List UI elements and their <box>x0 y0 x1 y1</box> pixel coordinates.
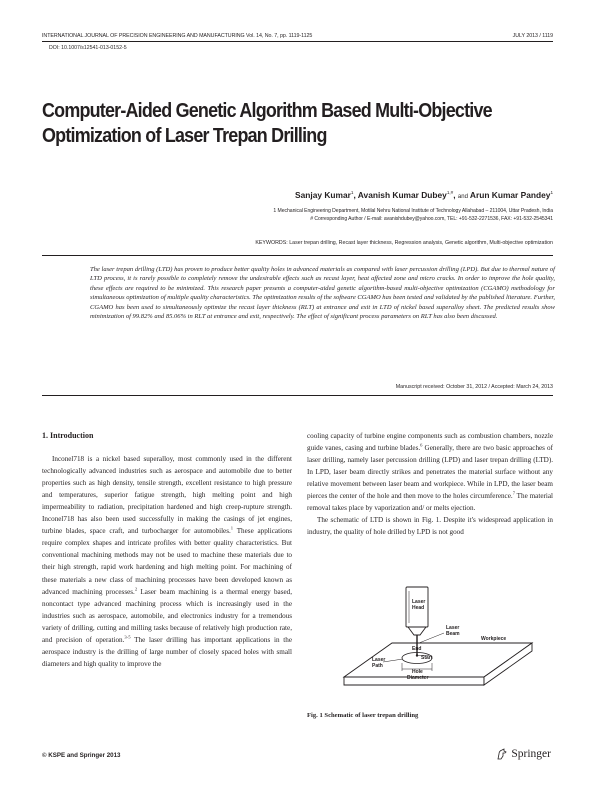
laser-head-label: Laser <box>412 599 426 605</box>
journal-citation: INTERNATIONAL JOURNAL OF PRECISION ENGINEERING AND MANUFACTURING Vol. 14, No. 7, pp. 1119-1125 <box>42 33 313 39</box>
paragraph-text: Generally, there are two basic approaches of laser drilling, namely laser percussion drilling (LPD) and laser trepan drilling (LTD). In LPD, laser beam directly strikes and penetrates the material surface without any relative movement between laser beam and workpiece. While in LPD, the laser beam pierces the center of the hole and then move to the holes circumference. <box>307 444 554 501</box>
publisher-name: Springer <box>511 748 551 760</box>
hole-diameter-label: Hole <box>412 669 423 675</box>
beam-leader-line <box>419 633 444 643</box>
laser-beam-label: Beam <box>446 631 460 637</box>
author-mark: 1,# <box>446 190 454 196</box>
author-name: Sanjay Kumar <box>295 190 351 200</box>
abstract: The laser trepan drilling (LTD) has proven to produce better quality holes in advanced materials as compared with laser percussion drilling (LPD). But due to thermal nature of LTD process, it is rarely possible to completely remove the undesirable effects such as recast layer, heat affected zone and micro cracks. In order to improve the hole quality, these effects are required to be minimized. This research paper presents a computer-aided genetic algorithm-based multi-objective optimization (CGAMO) methodology for simultaneous optimization of multiple quality characteristics. The optimization results of the software CGAMO has been tested and validated by the published literature. Further, CGAMO has been used to simultaneously optimize the recast layer thickness (RLT) at entrance and exit in LTD of nickel based superalloy sheet. The predicted results show minimization of 99.82% and 85.06% in RLT at entrance and exit, respectively. The effect of significant process parameters on RLT has also been discussed. <box>90 266 555 321</box>
section-heading: 1. Introduction <box>42 431 94 440</box>
keywords: KEYWORDS: Laser trepan drilling, Recast layer thickness, Regression analysis, Genetic algorithm, Multi-objective optimization <box>255 240 553 246</box>
paragraph-text: The schematic of LTD is shown in Fig. 1. Despite it's widespread application in industry, the quality of hole drilled by LPD is not good <box>307 516 553 537</box>
citation-ref: 6 <box>420 442 423 448</box>
copyright: © KSPE and Springer 2013 <box>42 752 121 759</box>
end-label: End <box>412 646 422 652</box>
author-name: Arun Kumar Pandey <box>469 190 551 200</box>
paragraph <box>307 430 553 514</box>
left-column <box>42 430 292 670</box>
journal-issue-page: JULY 2013 / 1119 <box>512 33 553 39</box>
figure-caption: Fig. 1 Schematic of laser trepan drilling <box>307 712 419 719</box>
corresponding-author: # Corresponding Author / E-mail: avanishdubey@yahoo.com, TEL: +91-532-2271536, FAX: +91-532-2545341 <box>310 216 553 222</box>
paragraph-text: cooling capacity of turbine engine components such as combustion chambers, nozzle guide vanes, casing and turbine blades. <box>307 432 553 453</box>
title-line-1: Computer-Aided Genetic Algorithm Based Multi-Objective <box>42 99 492 122</box>
author-name: Avanish Kumar Dubey <box>357 190 447 200</box>
abstract-rule <box>42 395 553 396</box>
hole-diameter-label: Diameter <box>407 675 429 681</box>
figure-laser-trepan-schematic <box>336 585 536 705</box>
author-mark: 1 <box>550 190 553 196</box>
affiliation: 1 Mechanical Engineering Department, Motilal Nehru National Institute of Technology Allahabad – 211004, Uttar Pradesh, India <box>273 208 553 214</box>
paragraph-text: The material removal takes place by vaporization and/ or melts ejection. <box>307 492 553 513</box>
springer-horse-icon <box>496 748 508 760</box>
laser-beam-label: Laser <box>446 625 460 631</box>
paragraph-text: Inconel718 is a nickel based superalloy, most commonly used in the different technologically advanced industries such as aerospace and automobile due to better properties such as high density, tensile strength, excellent resistance to high pressure and temperatures, superior fatigue strength, high melting point and high impermeability to radiation, precipitation hardened and high creep-rupture strength. Inconel718 has also been used successfully in making the casings of jet engines, turbine blades, space craft, and turbocharger for automobiles. <box>42 455 292 536</box>
laser-head-label: Head <box>412 605 425 611</box>
paragraph <box>42 453 292 670</box>
paragraph <box>307 514 553 538</box>
header-rule <box>42 41 553 42</box>
citation-ref: 1 <box>230 525 234 531</box>
author-list: Sanjay Kumar$^1$, Avanish Kumar Dubey$^{1,\#}$, and Arun Kumar Pandey$^1$ <box>295 190 553 200</box>
paragraph-text: Laser beam machining is a thermal energy based, noncontact type advanced machining process which is increasingly used in the industries such as aerospace, automobile, and electronics industry for a tremendous variety of drilling, cutting and milling tasks because of relatively high production rate, and precision of operation. <box>42 587 293 644</box>
citation-ref: 7 <box>512 490 515 496</box>
paragraph-text: These applications require complex shapes and intricate profiles with better quality characteristics. But conventional machining methods may not be used to machine these materials due to their high strength, rapid work hardening and high melting point. For machining of these materials a new class of machining processes have been developed known as advanced machining processes. <box>42 527 292 596</box>
springer-logo <box>496 748 551 760</box>
paragraph-text: The laser drilling has important applications in the aerospace industry is the drilling of large number of closely spaced holes with small diameters and high quality to improve the <box>42 635 292 668</box>
start-label: Start <box>421 655 433 661</box>
doi: DOI: 10.1007/s12541-013-0152-5 <box>49 45 127 51</box>
laser-path-label: Path <box>372 663 383 669</box>
author-and: and <box>457 194 468 200</box>
author-mark: 1 <box>350 190 354 196</box>
workpiece-label: Workpiece <box>481 636 507 642</box>
citation-ref: 3-5 <box>124 634 131 640</box>
manuscript-dates: Manuscript received: October 31, 2012 / Accepted: March 24, 2013 <box>395 384 553 390</box>
title-line-2: Optimization of Laser Trepan Drilling <box>42 124 327 147</box>
laser-path-label: Laser <box>372 657 386 663</box>
citation-ref: 2 <box>134 586 138 592</box>
paper-title <box>42 98 494 148</box>
right-column <box>307 430 553 538</box>
laser-nozzle <box>408 627 426 635</box>
keywords-rule <box>42 255 553 256</box>
